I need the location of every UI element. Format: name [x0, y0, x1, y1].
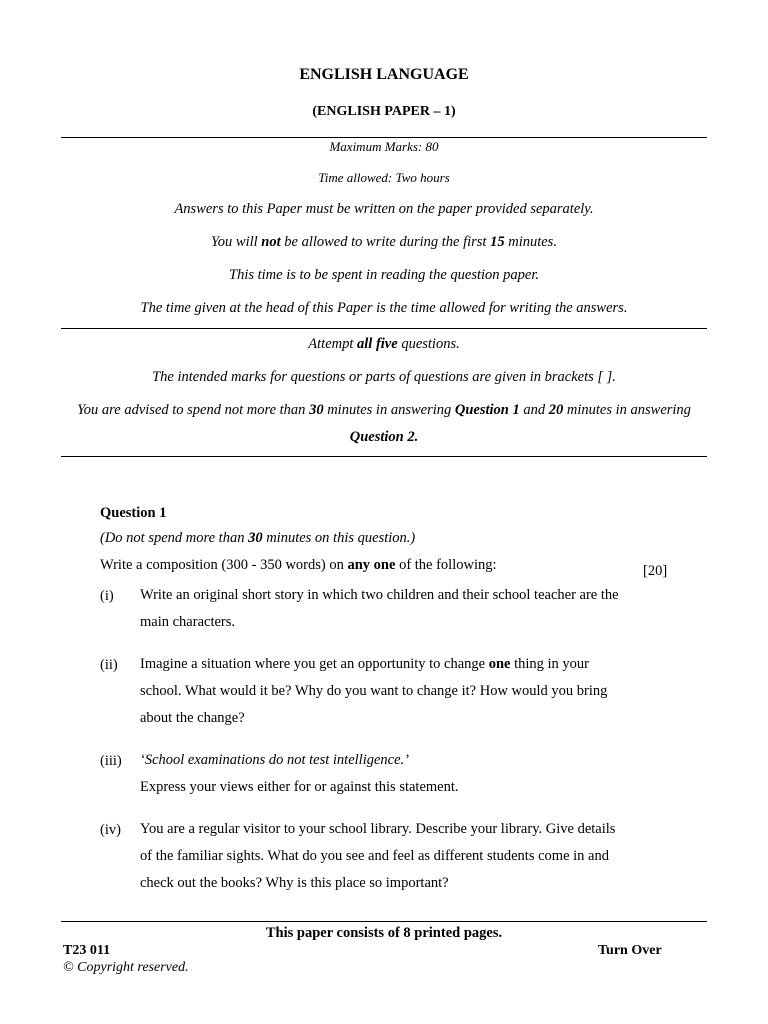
question-1-prompt: Write a composition (300 - 350 words) on any one of the following: [100, 557, 497, 573]
copyright: © Copyright reserved. [63, 960, 189, 975]
page-count: This paper consists of 8 printed pages. [265, 925, 503, 941]
divider-top [61, 137, 707, 138]
option-ii-number: (ii) [100, 657, 118, 673]
advise-line-2: Question 2. [349, 429, 419, 445]
write-restriction-line: You will not be allowed to write during the first 15 minutes. [211, 234, 557, 250]
divider-footer [61, 921, 707, 922]
answers-line: Answers to this Paper must be written on the paper provided separately. [174, 201, 594, 217]
option-iv-text: You are a regular visitor to your school library. Describe your library. Give details of the familiar sights. What do you see and feel as different students come in and check out the books? Why is this place so important? [140, 821, 616, 891]
time-allowed: Time allowed: Two hours [318, 170, 450, 185]
question-1-heading: Question 1 [100, 505, 167, 521]
time-head-line: The time given at the head of this Paper is the time allowed for writing the answers. [140, 300, 628, 316]
divider-middle [61, 328, 707, 329]
option-iii-number: (iii) [100, 753, 122, 769]
option-i-text: Write an original short story in which two children and their school teacher are the main characters. [140, 587, 619, 630]
paper-title: ENGLISH LANGUAGE [299, 66, 469, 83]
attempt-line: Attempt all five questions. [308, 336, 460, 352]
marks-line: The intended marks for questions or parts of questions are given in brackets [ ]. [152, 369, 616, 385]
option-ii-text: Imagine a situation where you get an opportunity to change one thing in your school. What would it be? Why do you want to change it? How would you bring about the change? [140, 656, 608, 726]
question-1-marks: [20] [643, 563, 668, 579]
option-iv-number: (iv) [100, 822, 121, 838]
divider-lower [61, 456, 707, 457]
paper-code: T23 011 [63, 943, 111, 958]
reading-line: This time is to be spent in reading the question paper. [229, 267, 539, 283]
paper-subtitle: (ENGLISH PAPER – 1) [312, 104, 456, 119]
option-iii-instruction: Express your views either for or against this statement. [140, 779, 459, 795]
option-iii-text [140, 747, 620, 801]
max-marks: Maximum Marks: 80 [329, 139, 439, 154]
option-i-number: (i) [100, 588, 114, 604]
option-iii-quote: ‘School examinations do not test intelligence.’ [140, 752, 409, 768]
question-1-note: (Do not spend more than 30 minutes on this question.) [100, 530, 416, 546]
advise-line: You are advised to spend not more than 30 minutes in answering Question 1 and 20 minutes in answering [77, 402, 691, 418]
turn-over: Turn Over [598, 943, 662, 958]
